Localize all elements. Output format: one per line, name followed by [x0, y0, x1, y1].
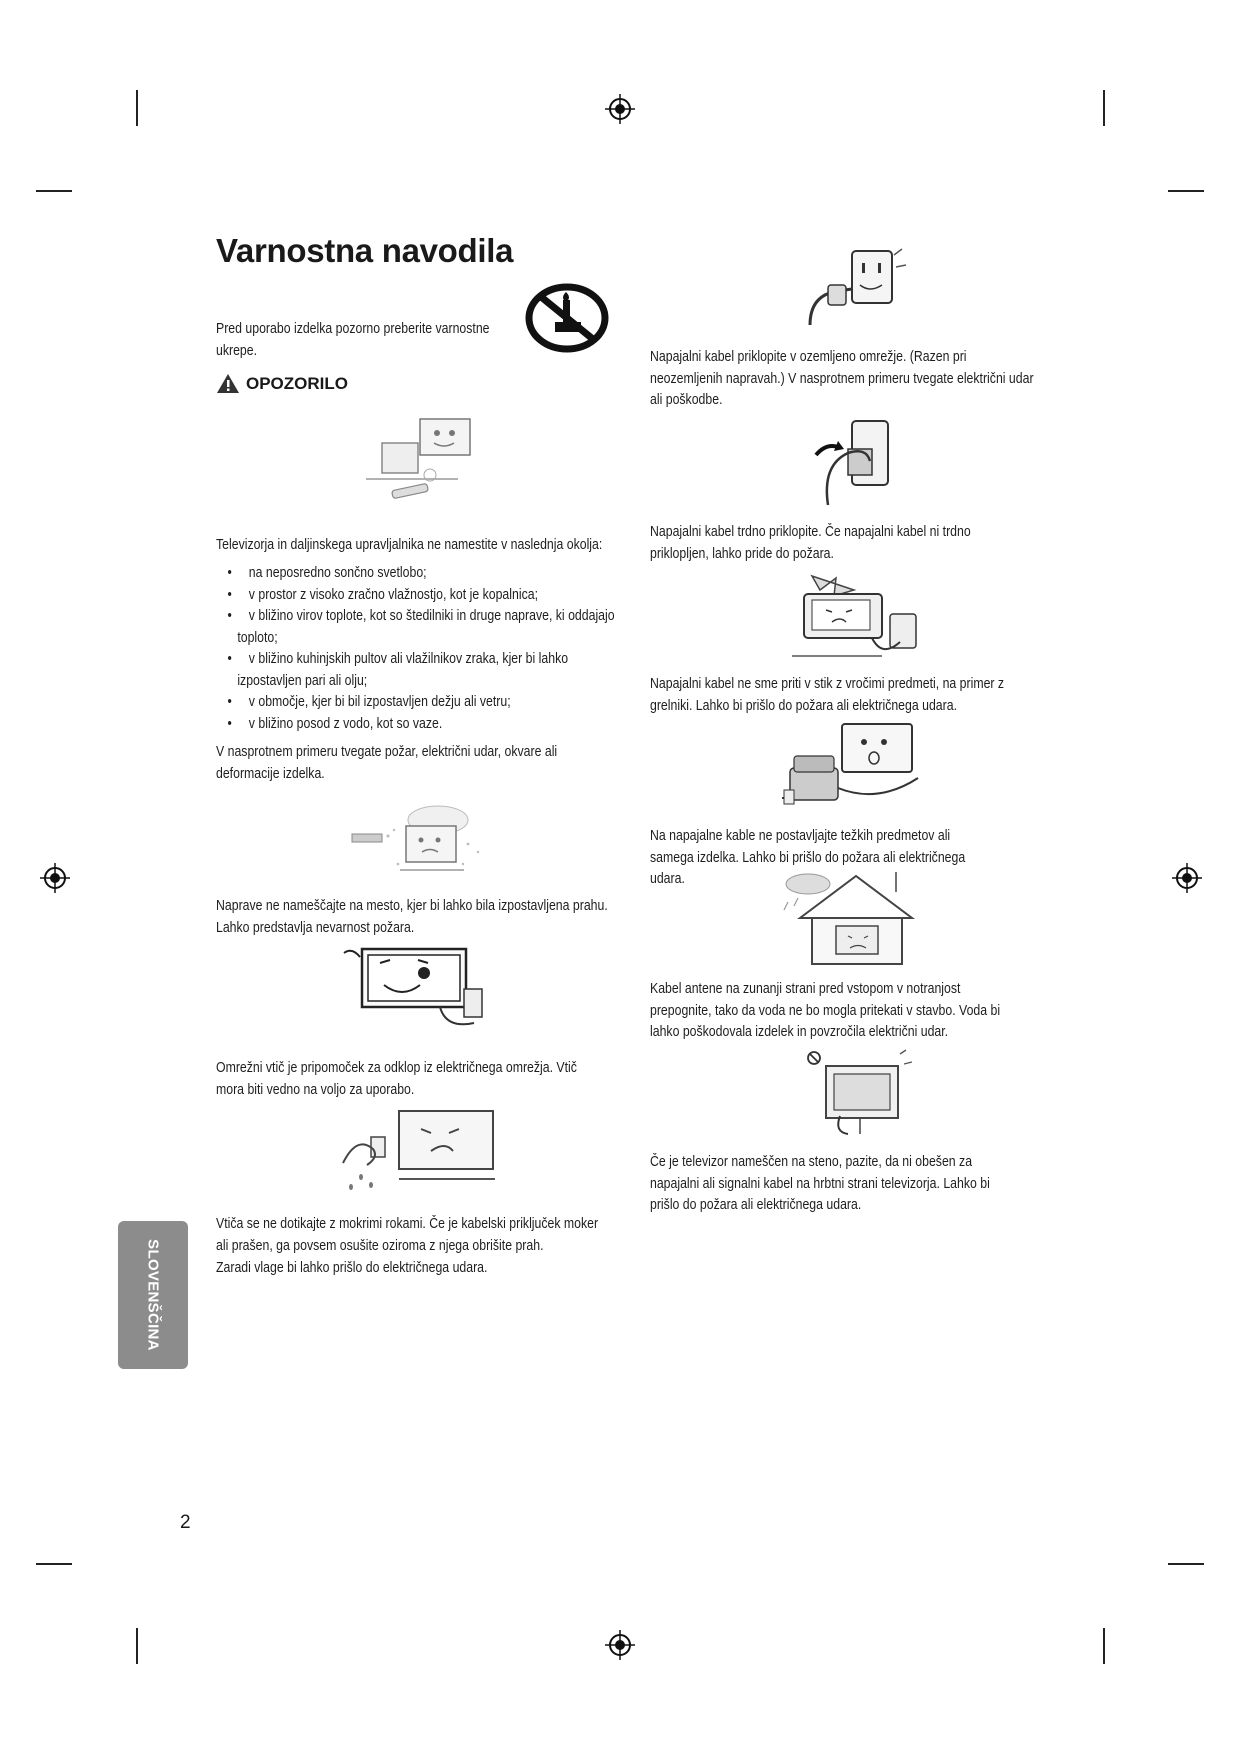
- registration-mark-icon: [40, 863, 70, 893]
- right-item4-text: Na napajalne kable ne postavljajte težkih predmetov ali samega izdelka. Lahko bi prišlo do požara ali električnega udara.: [650, 827, 966, 887]
- right-item5-text: Kabel antene na zunanji strani pred vstopom v notranjost prepognite, tako da voda ne bo mogla pritekati v stavbo. Voda bi lahko poškodovala izdelek in povzročila električni udar.: [650, 980, 1001, 1040]
- list-item: • v prostor z visoko zračno vlažnostjo, kot je kopalnica;: [227, 585, 538, 603]
- crop-mark: [36, 190, 72, 192]
- right-item1-text: Napajalni kabel priklopite v ozemljeno omrežje. (Razen pri neozemljenih napravah.) V nasprotnem primeru tvegate električni udar ali poškodbe.: [650, 348, 1034, 408]
- registration-mark-icon: [605, 1630, 635, 1660]
- registration-mark-icon: [605, 94, 635, 124]
- list-item: • na neposredno sončno svetlobo;: [227, 564, 427, 581]
- language-tab-label: SLOVENŠČINA: [144, 1239, 162, 1351]
- intro-text: Pred uporabo izdelka pozorno preberite varnostne ukrepe.: [216, 320, 490, 359]
- left-item1-lead: Televizorja in daljinskega upravljalnika ne namestite v naslednja okolja:: [216, 536, 603, 553]
- list-item: • v območje, kjer bi bil izpostavljen dežju ali vetru;: [227, 693, 511, 710]
- list-item: • v bližino kuhinjskih pultov ali vlažilnikov zraka, kjer bi lahko izpostavljen pari ali olju;: [227, 650, 569, 689]
- wet-hands-illustration: [335, 1103, 505, 1195]
- list-item: • v bližino virov toplote, kot so štedilniki in druge naprave, ki oddajajo toploto;: [227, 607, 615, 646]
- left-item4b-text: Zaradi vlage bi lahko prišlo do električnega udara.: [216, 1259, 488, 1276]
- crop-mark: [36, 1563, 72, 1565]
- warning-heading: [216, 373, 348, 394]
- crop-mark: [1103, 90, 1105, 126]
- warning-label: OPOZORILO: [246, 373, 348, 393]
- crop-mark: [1168, 1563, 1204, 1565]
- list-item: • v bližino posod z vodo, kot so vaze.: [227, 714, 443, 732]
- crop-mark: [1168, 190, 1204, 192]
- right-item6-text: Če je televizor nameščen na steno, pazite, da ni obešen za napajalni ali signalni kabel na hrbtni strani televizorja. Lahko bi prišlo do požara ali električnega udara.: [650, 1153, 990, 1213]
- left-item2-text: Naprave ne nameščajte na mesto, kjer bi lahko bila izpostavljena prahu. Lahko predstavlja nevarnost požara.: [216, 897, 608, 936]
- plug-access-illustration: [340, 945, 496, 1030]
- grounded-outlet-illustration: [800, 245, 910, 335]
- heater-illustration: [782, 568, 924, 664]
- page-number: 2: [180, 1512, 191, 1533]
- left-bullet-list: [216, 562, 626, 734]
- left-item1-tail: V nasprotnem primeru tvegate požar, električni udar, okvare ali deformacije izdelka.: [216, 743, 558, 782]
- plug-firmly-illustration: [810, 415, 900, 510]
- crop-mark: [1103, 1628, 1105, 1664]
- registration-mark-icon: [1172, 863, 1202, 893]
- right-item2-text: Napajalni kabel trdno priklopite. Če napajalni kabel ni trdno priklopljen, lahko pride do požara.: [650, 523, 971, 562]
- language-tab: [118, 1221, 188, 1369]
- crop-mark: [136, 90, 138, 126]
- page-title: Varnostna navodila: [216, 232, 514, 269]
- wall-mount-cable-illustration: [800, 1046, 918, 1136]
- right-item3-text: Napajalni kabel ne sme priti v stik z vročimi predmeti, na primer z grelniki. Lahko bi prišlo do požara ali električnega udara.: [650, 675, 1005, 714]
- no-disassemble-icon: [524, 282, 610, 354]
- left-item4-text: Vtiča se ne dotikajte z mokrimi rokami. Če je kabelski priključek moker ali prašen, ga povsem osušite oziroma z njega obrišite prah.: [216, 1215, 599, 1254]
- tv-sunlight-illustration: [362, 413, 478, 503]
- dust-illustration: [338, 800, 492, 880]
- warning-triangle-icon: [216, 373, 240, 394]
- left-item3-text: Omrežni vtič je pripomoček za odklop iz električnega omrežja. Vtič mora biti vedno na voljo za uporabo.: [216, 1059, 577, 1098]
- crop-mark: [136, 1628, 138, 1664]
- heavy-object-illustration: [778, 718, 928, 810]
